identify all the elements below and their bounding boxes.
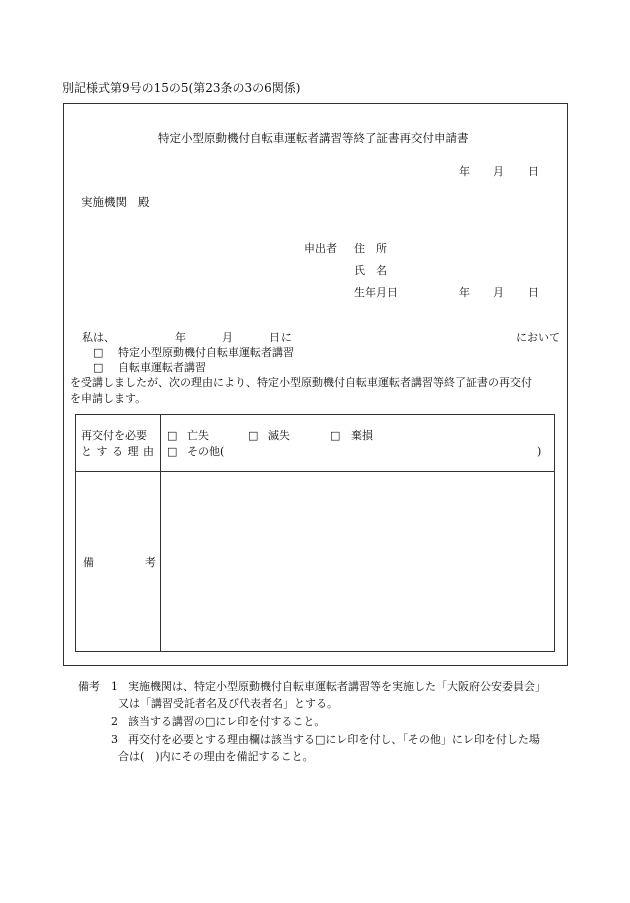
remarks-label-1: 備 [83,556,94,569]
name-label: 氏 名 [354,264,387,277]
birth-month-label: 月 [493,286,504,299]
note-3-text-a: 再交付を必要とする理由欄は該当する□にレ印を付し、「その他」にレ印を付した場 [128,733,540,746]
checkbox-reason-other[interactable]: □ [167,445,178,458]
option-1-label: 特定小型原動機付自転車運転者講習 [118,346,294,359]
checkbox-option-2[interactable]: □ [93,361,104,374]
course-month-label: 月 [222,331,233,344]
reason-2-label: 滅失 [268,429,290,442]
submission-year-label: 年 [459,165,470,178]
note-3-number: 3 [111,733,118,746]
statement-location: において [516,331,560,344]
checkbox-option-1[interactable]: □ [93,346,104,359]
note-1-text-a: 実施機関は、特定小型原動機付自転車運転者講習等を実施した「大阪府公安委員会」 [128,680,546,693]
checkbox-reason-2[interactable]: □ [248,429,259,442]
birthdate-label: 生年月日 [354,286,398,299]
checkbox-reason-1[interactable]: □ [167,429,178,442]
table-row-divider [75,471,555,472]
reason-other-label: その他( [187,445,225,458]
reason-label-text: とする理由 [81,445,159,458]
note-1-text-b: 又は「講習受託者名及び代表者名」とする。 [118,697,338,710]
table-column-divider [160,414,161,652]
addressee: 実施機関 [81,195,127,209]
reason-1-label: 亡失 [187,429,209,442]
submission-day-label: 日 [528,165,539,178]
note-3-text-b: 合は( )内にその理由を備記すること。 [118,750,314,763]
statement-ni: に [281,331,292,344]
applicant-label: 申出者 [304,242,337,255]
course-day-label: 日 [269,331,280,344]
note-2-number: 2 [111,715,118,728]
statement-line-1: を受講しましたが、次の理由により、特定小型原動機付自転車運転者講習等終了証書の再交付 [70,376,532,389]
note-2-text: 該当する講習の□にレ印を付すること。 [128,715,326,728]
reason-3-label: 棄損 [351,429,373,442]
statement-lead: 私は、 [82,331,115,344]
form-title: 特定小型原動機付自転車運転者講習等終了証書再交付申請書 [158,131,469,145]
reason-label-line-1: 再交付を必要 [81,429,147,442]
note-1-number: 1 [111,680,118,693]
notes-label: 備考 [78,680,100,693]
honorific: 殿 [138,195,150,209]
course-year-label: 年 [175,331,186,344]
submission-month-label: 月 [493,165,504,178]
birth-day-label: 日 [528,286,539,299]
form-reference: 別記様式第9号の15の5(第23条の3の6関係) [62,81,301,95]
reason-label-line-2 [81,445,159,458]
birth-year-label: 年 [459,286,470,299]
reason-other-close: ) [537,445,542,458]
option-2-label: 自転車運転者講習 [118,361,206,374]
statement-line-2: を申請します。 [70,392,147,405]
address-label: 住 所 [354,242,387,255]
checkbox-reason-3[interactable]: □ [330,429,341,442]
remarks-label-2: 考 [145,556,156,569]
